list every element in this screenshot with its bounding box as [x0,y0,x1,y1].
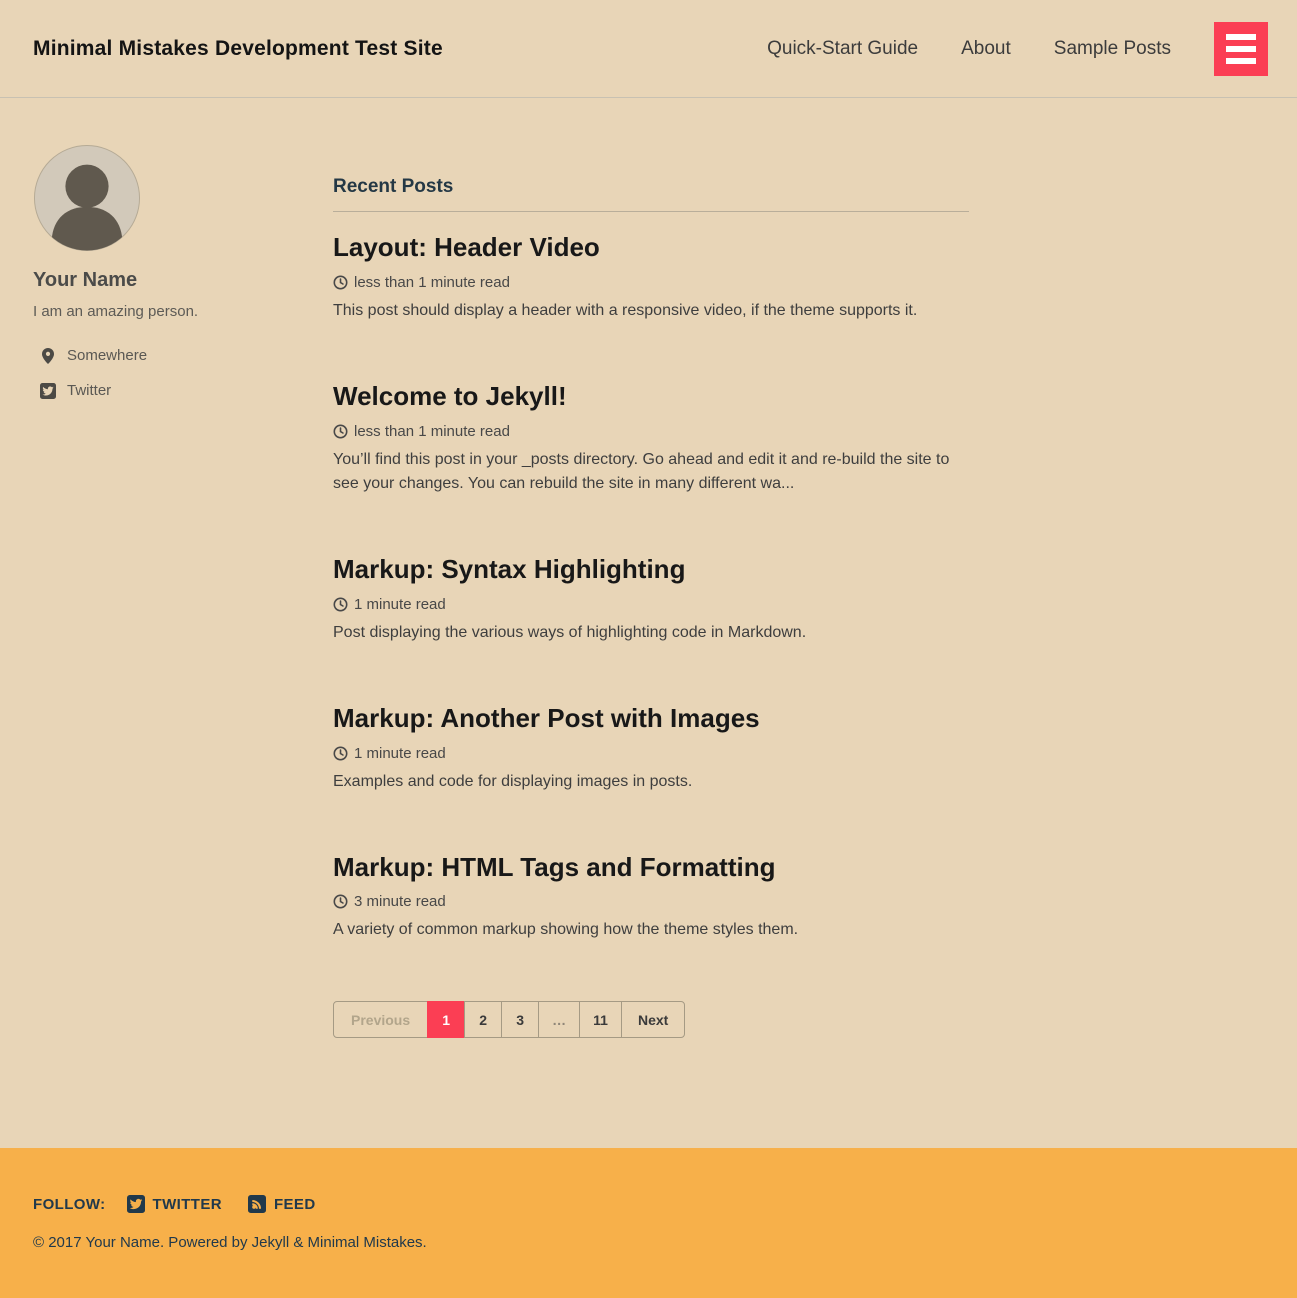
post-meta [333,893,969,910]
pagination-previous-button: Previous [333,1001,428,1038]
read-time: less than 1 minute read [354,422,510,440]
post-excerpt: Post displaying the various ways of highlighting code in Markdown. [333,624,807,642]
author-twitter-link[interactable] [33,382,333,399]
post-meta [333,596,969,613]
clock-icon [333,275,348,290]
clock-icon [333,424,348,439]
clock-icon [333,746,348,761]
post-item [333,233,969,324]
page-content [0,98,1297,1148]
footer-feed-link[interactable] [248,1195,316,1213]
footer-twitter-link[interactable] [127,1195,222,1213]
post-item [333,382,969,497]
pagination-page-2[interactable]: 2 [464,1001,502,1038]
page-footer [0,1148,1297,1298]
clock-icon [333,894,348,909]
pagination-next-button[interactable]: Next [621,1001,685,1038]
archive-title: Recent Posts [333,176,969,212]
masthead-nav [724,22,1268,76]
follow-row [33,1195,1264,1213]
post-meta [333,745,969,762]
post-meta [333,274,969,291]
post-title-link[interactable]: Layout: Header Video [333,232,600,262]
hamburger-icon [1226,34,1256,40]
author-location [33,347,333,364]
author-name: Your Name [33,269,138,291]
read-time: 1 minute read [354,596,446,614]
twitter-icon [127,1195,145,1213]
follow-label: FOLLOW: [33,1195,106,1213]
read-time: 3 minute read [354,893,446,911]
post-title-link[interactable]: Markup: HTML Tags and Formatting [333,851,776,882]
avatar [33,144,141,252]
post-excerpt: Examples and code for displaying images in posts. [333,772,693,790]
post-item [333,704,969,795]
post-meta [333,423,969,440]
twitter-icon [40,383,56,399]
author-bio: I am an amazing person. [33,303,199,320]
read-time: less than 1 minute read [354,273,510,291]
location-pin-icon [40,348,56,364]
post-item [333,853,969,944]
pagination [333,1001,969,1038]
hamburger-menu-button[interactable] [1214,22,1268,76]
rss-icon [248,1195,266,1213]
post-excerpt: You’ll find this post in your _posts directory. Go ahead and edit it and re-build the site to see your changes. You can rebuild the site in many different wa... [333,450,950,493]
masthead [0,0,1297,98]
read-time: 1 minute read [354,744,446,762]
nav-link-quick-start-guide[interactable]: Quick-Start Guide [767,37,919,59]
nav-link-sample-posts[interactable]: Sample Posts [1053,37,1171,59]
pagination-page-3[interactable]: 3 [501,1001,539,1038]
clock-icon [333,597,348,612]
post-title-link[interactable]: Welcome to Jekyll! [333,380,567,411]
author-links [33,347,333,399]
copyright-text: © 2017 Your Name. Powered by Jekyll & Minimal Mistakes. [33,1234,427,1251]
nav-link-about[interactable]: About [961,37,1011,59]
pagination-page-11[interactable]: 11 [579,1001,622,1038]
post-item [333,555,969,646]
footer-twitter-label: TWITTER [152,1195,222,1213]
post-excerpt: This post should display a header with a responsive video, if the theme supports it. [333,301,918,319]
pagination-page-1[interactable]: 1 [427,1001,465,1038]
post-title-link[interactable]: Markup: Another Post with Images [333,702,760,733]
footer-feed-label: FEED [273,1195,316,1213]
author-sidebar [33,144,333,1148]
author-twitter-label: Twitter [67,382,112,399]
site-title[interactable]: Minimal Mistakes Development Test Site [33,36,443,60]
post-title-link[interactable]: Markup: Syntax Highlighting [333,554,686,585]
pagination-ellipsis: … [538,1001,580,1038]
archive [333,144,969,1148]
post-excerpt: A variety of common markup showing how the theme styles them. [333,921,799,939]
author-location-label: Somewhere [67,347,148,364]
